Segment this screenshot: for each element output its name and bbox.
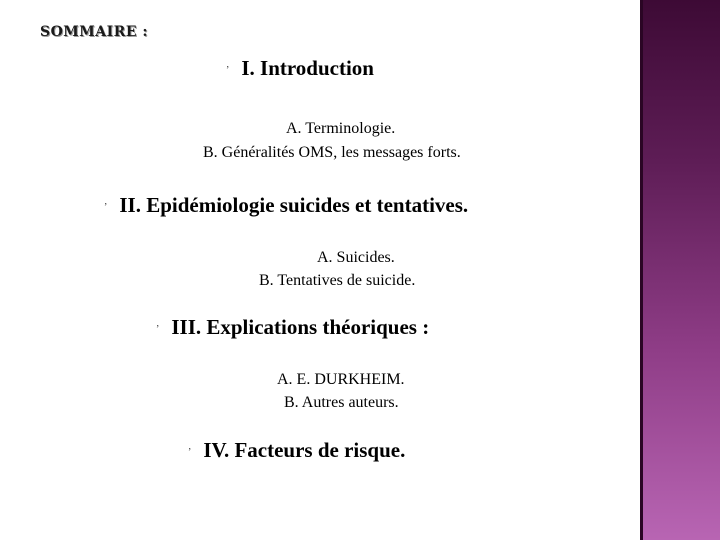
bullet-icon: ʼ	[156, 324, 160, 335]
slide-title: SOMMAIRE :	[40, 24, 149, 40]
section-3-subitem-b: B. Autres auteurs.	[284, 394, 399, 411]
section-1-label: I. Introduction	[241, 56, 374, 80]
section-1	[226, 56, 374, 81]
bullet-icon: ʼ	[226, 65, 230, 76]
decorative-sidebar	[640, 0, 720, 540]
section-4-label: IV. Facteurs de risque.	[203, 438, 406, 462]
section-2-subitem-b: B. Tentatives de suicide.	[259, 272, 416, 289]
section-4	[188, 438, 405, 463]
section-1-subitem-b: B. Généralités OMS, les messages forts.	[203, 144, 461, 161]
bullet-icon: ʼ	[188, 447, 192, 458]
section-2	[104, 193, 468, 218]
section-3-subitem-a: A. E. DURKHEIM.	[277, 371, 405, 388]
bullet-icon: ʼ	[104, 202, 108, 213]
section-1-subitem-a: A. Terminologie.	[286, 120, 396, 137]
section-2-label: II. Epidémiologie suicides et tentatives.	[119, 193, 469, 217]
sidebar-edge	[640, 0, 643, 540]
section-2-subitem-a: A. Suicides.	[317, 249, 395, 266]
section-3-label: III. Explications théoriques :	[171, 315, 430, 339]
section-3	[156, 315, 429, 340]
